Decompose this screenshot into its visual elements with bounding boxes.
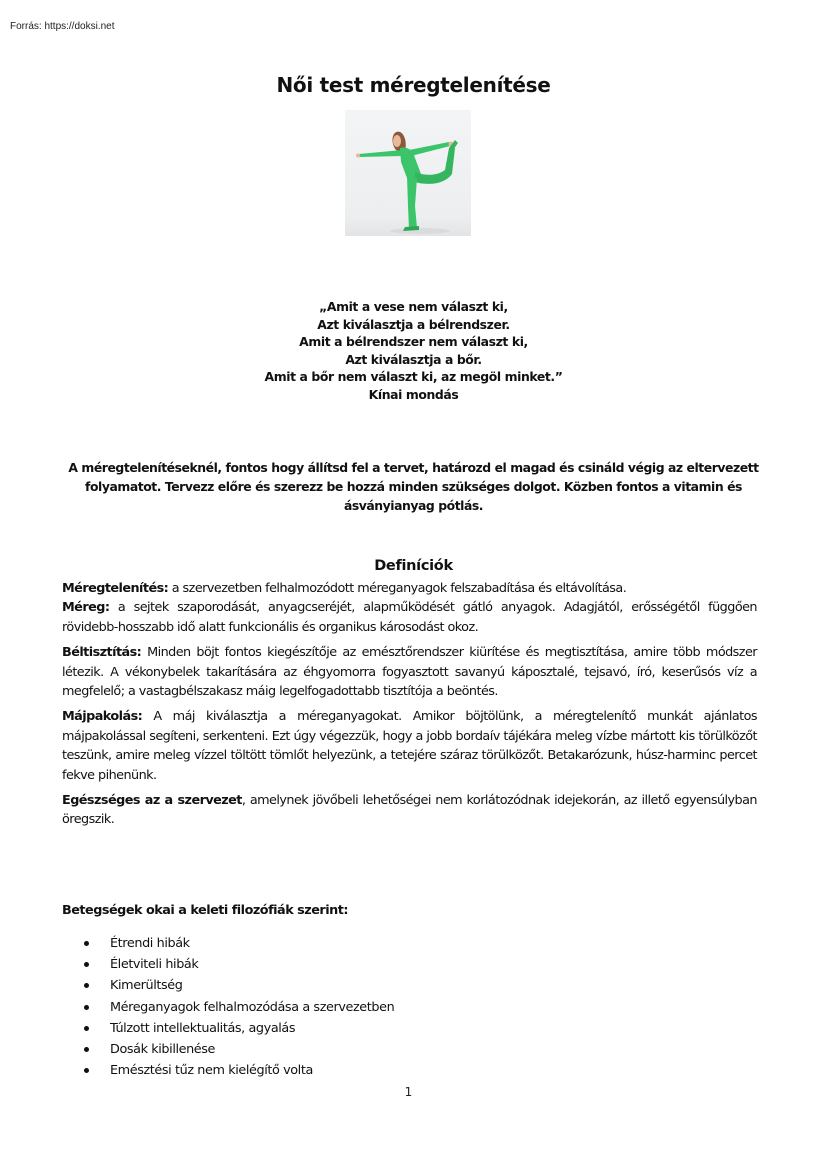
list-item-text: Étrendi hibák	[110, 936, 190, 951]
page-number: 1	[404, 1085, 413, 1099]
definition-text: A máj kiválasztja a méreganyagokat. Amikor böjtölünk, a méregtelenítő munkát ajánlatos májpakolással segíteni, serkenteni. Ezt úgy végezzük, hogy a jobb bordaív tájékára meleg vízbe mártott kis törülközőt teszünk, amire meleg vízzel töltött tömlőt helyezünk, a tetejére száraz törülközőt. Betakarózunk, húsz-harminc percet fekve pihenünk.	[62, 709, 757, 783]
bullet-icon	[84, 941, 89, 946]
definition-item	[62, 579, 757, 598]
yoga-figure-illustration	[345, 110, 471, 236]
list-item	[84, 954, 394, 975]
list-item	[84, 1039, 394, 1060]
intro-paragraph: A méregtelenítéseknél, fontos hogy állítsd fel a tervet, határozd el magad és csináld végig az eltervezett folyamatot. Tervezz előre és szerezz be hozzá minden szükséges dolgot. Közben fontos a vitamin és ásványianyag pótlás.	[68, 460, 759, 513]
list-item-text: Kimerültség	[110, 978, 183, 994]
quote-line: Amit a bélrendszer nem választ ki,	[299, 334, 528, 350]
list-item	[84, 975, 394, 996]
quote-block	[0, 298, 827, 404]
definitions-list	[62, 579, 757, 836]
definition-item	[62, 791, 757, 830]
definition-text: , amelynek jövőbeli lehetőségei nem korlátozódnak idejekorán, az illető egyensúlyban öregszik.	[62, 793, 757, 828]
definition-text: a szervezetben felhalmozódott méreganyagok felszabadítása és eltávolítása.	[168, 581, 627, 596]
quote-line: Azt kiválasztja a bőr.	[345, 351, 482, 367]
source-note: Forrás: https://doksi.net	[10, 21, 115, 32]
bullet-icon	[84, 1047, 89, 1052]
definition-text: a sejtek szaporodását, anyagcseréjét, alapműködését gátló anyagok. Adagjától, erősségétől függően rövidebb-hosszabb idő alatt funkcionális és organikus károsodást okoz.	[62, 600, 757, 635]
list-item	[84, 1060, 394, 1081]
list-item-text: Életviteli hibák	[110, 957, 199, 973]
bullet-icon	[84, 1068, 89, 1073]
definitions-heading: Definíciók	[374, 558, 453, 574]
list-item-text: Túlzott intellektualitás, agyalás	[110, 1020, 296, 1036]
list-item	[84, 997, 394, 1018]
yoga-pose-image	[345, 110, 471, 236]
definition-term: Egészséges az a szervezet	[62, 793, 242, 809]
definition-term: Béltisztítás:	[62, 645, 142, 661]
definition-term: Méreg:	[62, 600, 110, 616]
quote-attribution: Kínai mondás	[368, 386, 459, 402]
bullet-icon	[84, 983, 89, 988]
list-item-text: Emésztési tűz nem kielégítő volta	[110, 1063, 313, 1079]
causes-list	[84, 933, 394, 1081]
quote-line: Azt kiválasztja a bélrendszer.	[317, 316, 510, 332]
definition-item	[62, 707, 757, 785]
list-item-text: Dosák kibillenése	[110, 1042, 216, 1058]
bullet-icon	[84, 1005, 89, 1010]
causes-heading: Betegségek okai a keleti filozófiák szerint:	[62, 903, 348, 918]
quote-line: Amit a bőr nem választ ki, az megöl minket.”	[264, 369, 563, 385]
document-title: Női test méregtelenítése	[276, 73, 551, 97]
bullet-icon	[84, 1026, 89, 1031]
definition-text: Minden böjt fontos kiegészítője az emésztőrendszer kiürítése és megtisztítása, amire több módszer létezik. A vékonybelek takarítására az éhgyomorra fogyasztott savanyú káposztalé, tejsavó, író, keserűsós víz a megfelelő; a vastagbélszakasz máig legelfogadottabb tisztítója a beöntés.	[62, 645, 757, 700]
definition-term: Májpakolás:	[62, 709, 143, 725]
list-item	[84, 933, 394, 954]
definition-term: Méregtelenítés:	[62, 581, 169, 596]
bullet-icon	[84, 962, 89, 967]
quote-line: „Amit a vese nem választ ki,	[319, 299, 508, 314]
list-item	[84, 1018, 394, 1039]
definition-item	[62, 598, 757, 637]
definition-item	[62, 643, 757, 701]
list-item-text: Méreganyagok felhalmozódása a szervezetben	[110, 999, 395, 1015]
